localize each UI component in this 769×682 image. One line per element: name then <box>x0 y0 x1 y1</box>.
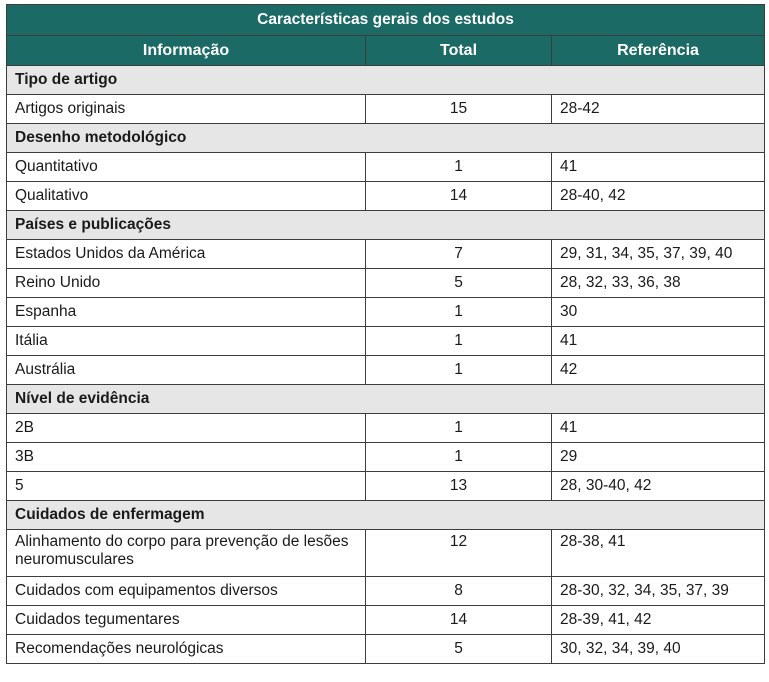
reference-cell: 28-42 <box>552 95 765 124</box>
total-cell: 1 <box>366 153 552 182</box>
total-cell: 12 <box>366 530 552 577</box>
reference-cell: 29, 31, 34, 35, 37, 39, 40 <box>552 240 765 269</box>
table-row <box>7 327 765 356</box>
table-title-row <box>7 5 765 36</box>
total-cell: 14 <box>366 182 552 211</box>
info-cell: Qualitativo <box>7 182 366 211</box>
header-total: Total <box>366 36 552 66</box>
info-cell: Itália <box>7 327 366 356</box>
table-row <box>7 472 765 501</box>
table-row <box>7 153 765 182</box>
total-cell: 13 <box>366 472 552 501</box>
studies-table <box>6 4 765 664</box>
table-body <box>7 66 765 664</box>
table-row <box>7 95 765 124</box>
section-title: Tipo de artigo <box>7 66 765 95</box>
table-title: Características gerais dos estudos <box>7 5 765 36</box>
table-row <box>7 443 765 472</box>
reference-cell: 41 <box>552 327 765 356</box>
reference-cell: 29 <box>552 443 765 472</box>
info-cell: Reino Unido <box>7 269 366 298</box>
table-row <box>7 356 765 385</box>
table-row <box>7 414 765 443</box>
reference-cell: 30, 32, 34, 39, 40 <box>552 635 765 664</box>
table-row <box>7 269 765 298</box>
reference-cell: 28, 30-40, 42 <box>552 472 765 501</box>
reference-cell: 42 <box>552 356 765 385</box>
table-row <box>7 635 765 664</box>
reference-cell: 28-39, 41, 42 <box>552 606 765 635</box>
info-cell: Artigos originais <box>7 95 366 124</box>
table-row <box>7 577 765 606</box>
reference-cell: 28-40, 42 <box>552 182 765 211</box>
header-info: Informação <box>7 36 366 66</box>
total-cell: 7 <box>366 240 552 269</box>
info-cell: Estados Unidos da América <box>7 240 366 269</box>
reference-cell: 28-38, 41 <box>552 530 765 577</box>
header-ref: Referência <box>552 36 765 66</box>
reference-cell: 28-30, 32, 34, 35, 37, 39 <box>552 577 765 606</box>
info-cell: Alinhamento do corpo para prevenção de lesões neuromusculares <box>7 530 366 577</box>
section-header-row <box>7 385 765 414</box>
total-cell: 14 <box>366 606 552 635</box>
info-cell: Austrália <box>7 356 366 385</box>
total-cell: 1 <box>366 443 552 472</box>
table-row <box>7 182 765 211</box>
info-cell: 3B <box>7 443 366 472</box>
table-header-row <box>7 36 765 66</box>
section-title: Países e publicações <box>7 211 765 240</box>
total-cell: 15 <box>366 95 552 124</box>
total-cell: 5 <box>366 269 552 298</box>
info-cell: Cuidados com equipamentos diversos <box>7 577 366 606</box>
total-cell: 1 <box>366 327 552 356</box>
reference-cell: 30 <box>552 298 765 327</box>
table-row <box>7 606 765 635</box>
total-cell: 5 <box>366 635 552 664</box>
info-cell: Quantitativo <box>7 153 366 182</box>
total-cell: 1 <box>366 356 552 385</box>
table-row <box>7 240 765 269</box>
section-title: Nível de evidência <box>7 385 765 414</box>
total-cell: 8 <box>366 577 552 606</box>
total-cell: 1 <box>366 298 552 327</box>
table-row <box>7 530 765 577</box>
total-cell: 1 <box>366 414 552 443</box>
reference-cell: 41 <box>552 153 765 182</box>
reference-cell: 28, 32, 33, 36, 38 <box>552 269 765 298</box>
section-header-row <box>7 66 765 95</box>
section-header-row <box>7 501 765 530</box>
studies-table-container <box>6 4 764 664</box>
section-title: Cuidados de enfermagem <box>7 501 765 530</box>
info-cell: Cuidados tegumentares <box>7 606 366 635</box>
info-cell: Espanha <box>7 298 366 327</box>
section-header-row <box>7 211 765 240</box>
info-cell: Recomendações neurológicas <box>7 635 366 664</box>
section-header-row <box>7 124 765 153</box>
info-cell: 5 <box>7 472 366 501</box>
reference-cell: 41 <box>552 414 765 443</box>
table-row <box>7 298 765 327</box>
info-cell: 2B <box>7 414 366 443</box>
section-title: Desenho metodológico <box>7 124 765 153</box>
